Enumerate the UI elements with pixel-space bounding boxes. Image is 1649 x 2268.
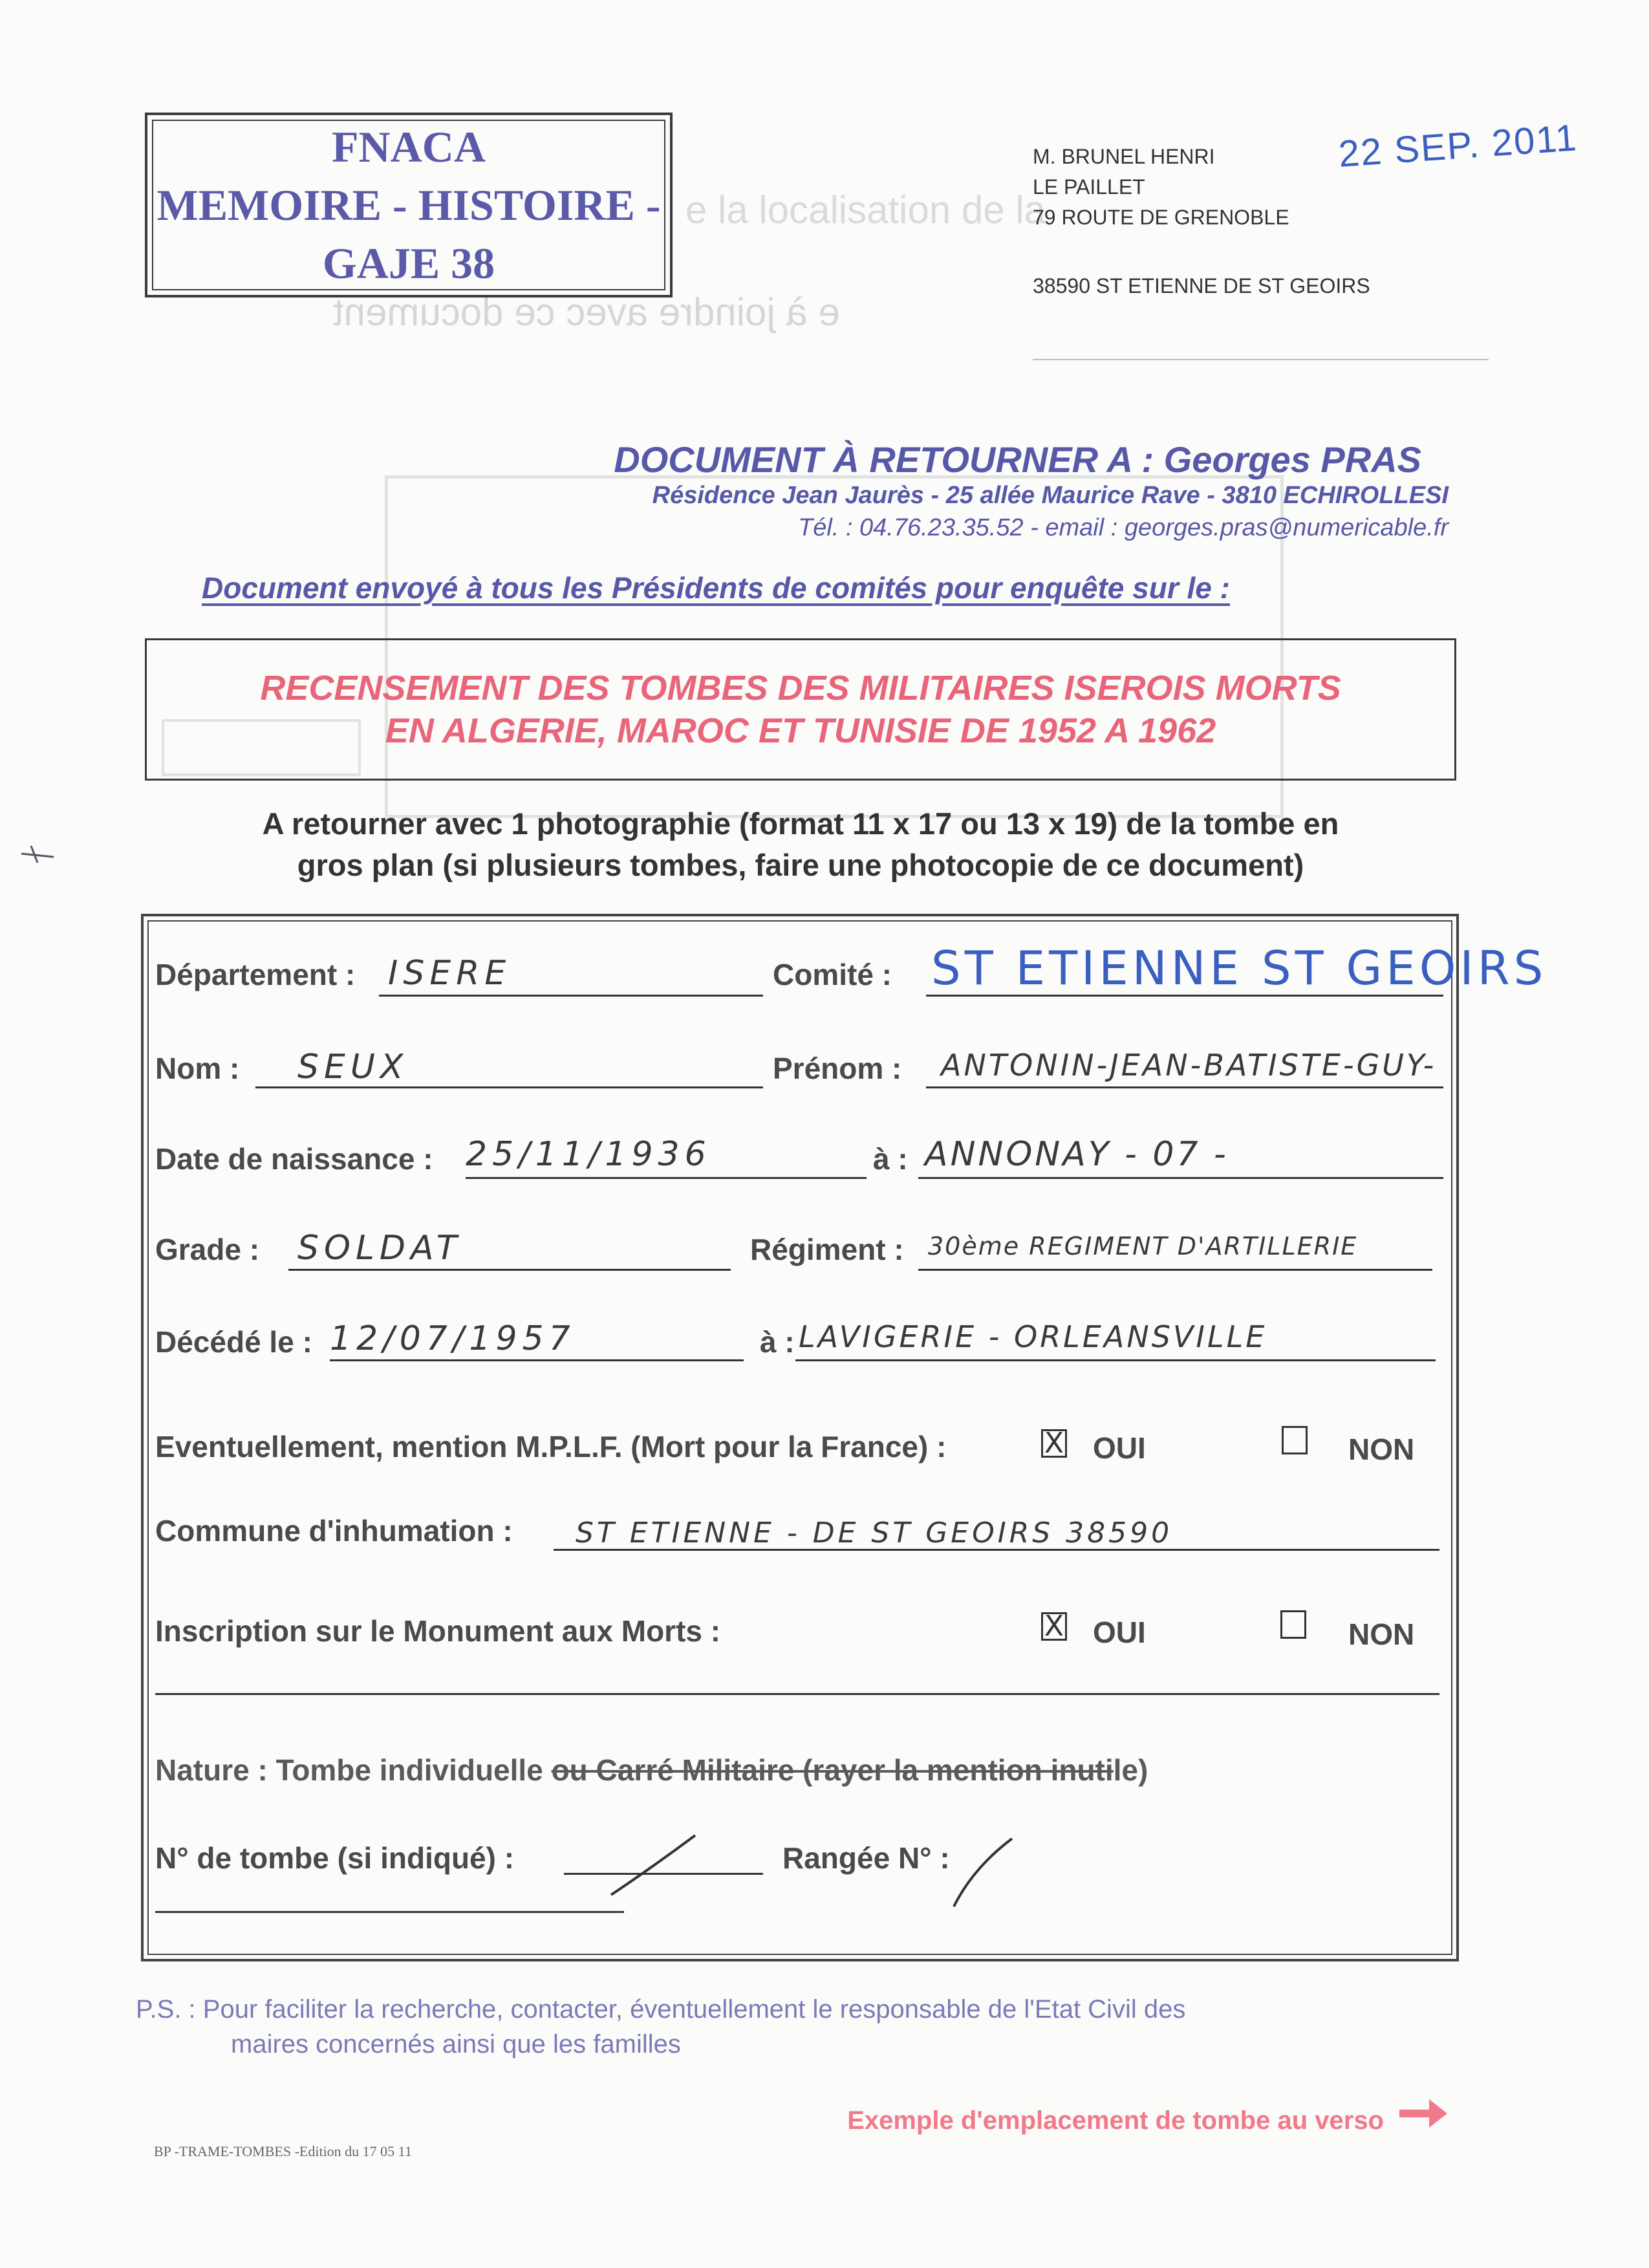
lieu-naissance-label: à :	[873, 1142, 908, 1176]
date-naissance-value[interactable]: 25/11/1936	[466, 1135, 711, 1174]
footer-code: BP -TRAME-TOMBES -Edition du 17 05 11	[154, 2143, 412, 2159]
org-name: FNACA	[332, 122, 486, 171]
prenom-value[interactable]: ANTONIN-JEAN-BATISTE-GUY-	[941, 1048, 1437, 1083]
rangee-slash-mark	[947, 1835, 1018, 1913]
monument-non-checkbox[interactable]	[1280, 1610, 1306, 1639]
return-to-title: DOCUMENT À RETOURNER A : Georges PRAS	[614, 439, 1421, 480]
nature-text	[155, 1753, 1148, 1787]
mplf-non-checkbox[interactable]	[1282, 1426, 1308, 1454]
decede-line	[330, 1359, 744, 1361]
census-title-box	[145, 638, 1456, 781]
margin-mark	[18, 841, 57, 867]
show-through-text: e la localisation de la	[685, 188, 1046, 232]
address-line-4: 38590 ST ETIENNE DE ST GEOIRS	[1033, 274, 1370, 297]
prenom-line	[926, 1086, 1443, 1088]
return-to-contact: Tél. : 04.76.23.35.52 - email : georges.pras@numericable.fr	[798, 514, 1449, 541]
monument-non-label: NON	[1348, 1617, 1415, 1651]
grade-value[interactable]: SOLDAT	[297, 1229, 462, 1268]
date-naissance-label: Date de naissance :	[155, 1142, 433, 1176]
address-line-2: LE PAILLET	[1033, 175, 1145, 199]
address-line-3: 79 ROUTE DE GRENOBLE	[1033, 206, 1289, 229]
decede-value[interactable]: 12/07/1957	[330, 1319, 576, 1358]
comite-value[interactable]: ST ETIENNE ST GEOIRS	[931, 941, 1547, 995]
comite-label: Comité :	[773, 958, 892, 991]
mplf-non-label: NON	[1348, 1432, 1415, 1466]
nom-value[interactable]: SEUX	[297, 1048, 409, 1086]
lieu-naissance-value[interactable]: ANNONAY - 07 -	[925, 1135, 1229, 1174]
address-divider	[1033, 359, 1489, 360]
date-naissance-line	[466, 1177, 867, 1179]
monument-oui-checkbox[interactable]: X	[1041, 1612, 1067, 1641]
inhumation-label: Commune d'inhumation :	[155, 1514, 513, 1548]
decede-label: Décédé le :	[155, 1325, 312, 1359]
nom-line	[255, 1086, 763, 1088]
grade-line	[288, 1269, 731, 1271]
ps-line-1: P.S. : Pour faciliter la recherche, contacter, éventuellement le responsable de l'Etat Civil des	[136, 1995, 1186, 2024]
arrow-right-icon	[1397, 2094, 1449, 2133]
form-bottom-line	[155, 1911, 624, 1913]
nature-prefix: Nature : Tombe individuelle	[155, 1753, 552, 1787]
mplf-label: Eventuellement, mention M.P.L.F. (Mort pour la France) :	[155, 1430, 947, 1463]
tombe-no-slash-mark	[605, 1830, 702, 1901]
census-title-line-1: RECENSEMENT DES TOMBES DES MILITAIRES ISEROIS MORTS	[260, 669, 1341, 707]
ps-line-2: maires concernés ainsi que les familles	[231, 2030, 681, 2058]
address-line-1: M. BRUNEL HENRI	[1033, 145, 1215, 168]
rangee-label: Rangée N° :	[782, 1841, 950, 1875]
nature-struck: ou Carré Militaire (rayer la mention inuti	[551, 1753, 1114, 1787]
departement-label: Département :	[155, 958, 356, 991]
instructions	[145, 803, 1456, 886]
org-header-box	[145, 113, 673, 297]
mplf-oui-checkbox[interactable]: X	[1041, 1429, 1067, 1458]
departement-value[interactable]: ISERE	[388, 954, 512, 993]
departement-line	[379, 995, 763, 997]
nom-label: Nom :	[155, 1052, 240, 1085]
regiment-line	[918, 1269, 1432, 1271]
instructions-line-1: A retourner avec 1 photographie (format 11 x 17 ou 13 x 19) de la tombe en	[262, 806, 1339, 841]
monument-line	[155, 1693, 1439, 1695]
return-to-address: Résidence Jean Jaurès - 25 allée Maurice Rave - 3810 ECHIROLLESI	[652, 482, 1449, 509]
regiment-label: Régiment :	[750, 1233, 904, 1266]
sent-to-line: Document envoyé à tous les Présidents de comités pour enquête sur le :	[202, 571, 1230, 605]
census-title-line-2: EN ALGERIE, MAROC ET TUNISIE DE 1952 A 1962	[385, 711, 1216, 750]
inhumation-value[interactable]: ST ETIENNE - DE ST GEOIRS 38590	[576, 1517, 1173, 1550]
regiment-value[interactable]: 30ème REGIMENT D'ARTILLERIE	[928, 1232, 1358, 1260]
lieu-deces-line	[795, 1359, 1436, 1361]
prenom-label: Prénom :	[773, 1052, 902, 1085]
show-through-text: e à joindre avec ce document	[333, 290, 840, 334]
org-subtitle: MEMOIRE - HISTOIRE -	[156, 180, 661, 230]
inhumation-line	[554, 1549, 1439, 1551]
date-stamp: 22 SEP. 2011	[1337, 116, 1579, 175]
mplf-oui-label: OUI	[1093, 1431, 1146, 1465]
lieu-naissance-line	[918, 1177, 1443, 1179]
comite-line	[926, 995, 1443, 997]
monument-oui-label: OUI	[1093, 1615, 1146, 1649]
verso-example-note: Exemple d'emplacement de tombe au verso	[847, 2106, 1384, 2135]
tombe-no-label: N° de tombe (si indiqué) :	[155, 1841, 515, 1875]
lieu-deces-label: à :	[760, 1325, 795, 1359]
grade-label: Grade :	[155, 1233, 260, 1266]
lieu-deces-value[interactable]: LAVIGERIE - ORLEANSVILLE	[799, 1319, 1267, 1354]
instructions-line-2: gros plan (si plusieurs tombes, faire une photocopie de ce document)	[297, 848, 1304, 882]
nature-suffix: le)	[1113, 1753, 1148, 1787]
org-group: GAJE 38	[322, 239, 495, 288]
monument-label: Inscription sur le Monument aux Morts :	[155, 1614, 721, 1648]
